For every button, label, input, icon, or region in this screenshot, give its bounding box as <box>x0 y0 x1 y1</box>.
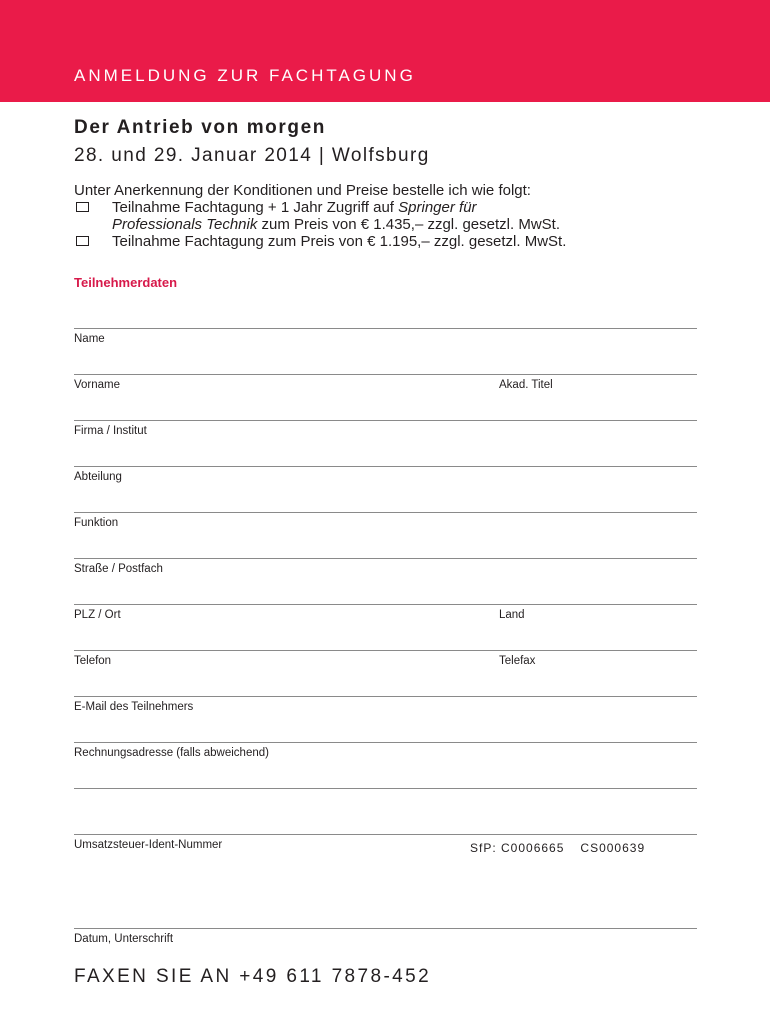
label-land: Land <box>499 609 525 621</box>
option-2-label: Teilnahme Fachtagung zum Preis von € 1.195,– zzgl. gesetzl. MwSt. <box>112 233 567 250</box>
checkbox-option-2[interactable] <box>76 236 89 246</box>
label-akad-titel: Akad. Titel <box>499 379 553 391</box>
label-telefax: Telefax <box>499 655 536 667</box>
field-line-plz-ort[interactable] <box>74 604 697 605</box>
section-title-teilnehmerdaten: Teilnehmerdaten <box>74 275 178 290</box>
label-abteilung: Abteilung <box>74 471 122 483</box>
field-line-telefon[interactable] <box>74 650 697 651</box>
label-datum-unterschrift: Datum, Unterschrift <box>74 933 174 945</box>
label-telefon: Telefon <box>74 655 112 667</box>
label-plz-ort: PLZ / Ort <box>74 609 121 621</box>
field-line-strasse[interactable] <box>74 558 697 559</box>
field-line-email[interactable] <box>74 696 697 697</box>
field-line-signature[interactable] <box>74 928 697 929</box>
header-banner <box>0 0 770 102</box>
field-line-name[interactable] <box>74 328 697 329</box>
field-line-vorname[interactable] <box>74 374 697 375</box>
label-email: E-Mail des Teilnehmers <box>74 701 194 713</box>
fax-number: FAXEN SIE AN +49 611 7878-452 <box>74 966 432 987</box>
order-intro: Unter Anerkennung der Konditionen und Preise bestelle ich wie folgt: <box>74 182 531 199</box>
option-1-label: Teilnahme Fachtagung + 1 Jahr Zugriff auf Springer für Professionals Technik zum Preis von € 1.435,– zzgl. gesetzl. MwSt. <box>112 199 560 233</box>
field-line-abteilung[interactable] <box>74 466 697 467</box>
checkbox-option-1[interactable] <box>76 202 89 212</box>
reference-codes <box>470 841 645 855</box>
sfp-code: SfP: C0006665 <box>470 841 565 855</box>
label-name: Name <box>74 333 105 345</box>
event-title: Der Antrieb von morgen <box>74 117 326 138</box>
cs-code: CS000639 <box>580 841 646 855</box>
field-line-rechnungsadresse-2[interactable] <box>74 788 697 789</box>
label-strasse: Straße / Postfach <box>74 563 163 575</box>
form-title: ANMELDUNG ZUR FACHTAGUNG <box>74 66 416 85</box>
event-date-location: 28. und 29. Januar 2014 | Wolfsburg <box>74 145 430 166</box>
field-line-firma[interactable] <box>74 420 697 421</box>
field-line-funktion[interactable] <box>74 512 697 513</box>
label-vorname: Vorname <box>74 379 121 391</box>
label-firma: Firma / Institut <box>74 425 147 437</box>
label-rechnungsadresse: Rechnungsadresse (falls abweichend) <box>74 747 269 759</box>
label-funktion: Funktion <box>74 517 119 529</box>
field-line-ust-id[interactable] <box>74 834 697 835</box>
field-line-rechnungsadresse[interactable] <box>74 742 697 743</box>
label-ust-id: Umsatzsteuer-Ident-Nummer <box>74 839 223 851</box>
